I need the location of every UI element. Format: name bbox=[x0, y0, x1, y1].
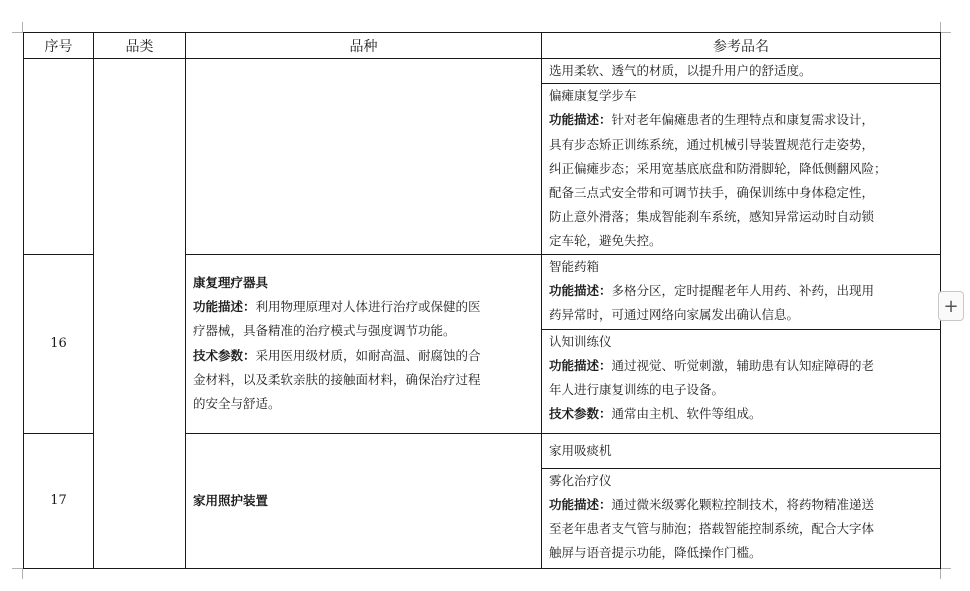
reference-item-name: 智能药箱 bbox=[549, 258, 600, 274]
reference-text: 选用柔软、透气的材质，以提升用户的舒适度。 bbox=[549, 63, 812, 78]
tech-text: 通常由主机、软件等组成。 bbox=[611, 406, 762, 422]
function-text: 针对老年偏瘫患者的生理特点和康复需求设计， bbox=[611, 112, 875, 128]
reference-cell bbox=[542, 84, 941, 254]
page-corner-mark bbox=[12, 568, 23, 579]
header-variety: 品种 bbox=[186, 33, 542, 59]
function-label: 功能描述： bbox=[549, 496, 612, 512]
reference-item-name: 认知训练仪 bbox=[549, 333, 612, 349]
reference-item-name: 雾化治疗仪 bbox=[549, 472, 612, 488]
function-label: 功能描述： bbox=[549, 357, 612, 373]
function-text: 具有步态矫正训练系统，通过机械引导装置规范行走姿势， bbox=[549, 136, 875, 152]
function-label: 功能描述： bbox=[193, 299, 256, 315]
reference-cell bbox=[542, 59, 941, 84]
function-text: 药异常时，可通过网络向家属发出确认信息。 bbox=[549, 307, 800, 323]
plus-icon: + bbox=[943, 295, 959, 317]
tech-text: 采用医用级材质，如耐高温、耐腐蚀的合 bbox=[255, 347, 481, 363]
function-text: 至老年患者支气管与肺泡；搭载智能控制系统，配合大字体 bbox=[549, 521, 875, 537]
function-text: 利用物理原理对人体进行治疗或保健的医 bbox=[255, 299, 481, 315]
reference-cell bbox=[542, 254, 941, 329]
page-corner-mark bbox=[12, 22, 23, 33]
function-text: 通过微米级雾化颗粒控制技术，将药物精准递送 bbox=[611, 496, 875, 512]
reference-cell bbox=[542, 433, 941, 468]
header-category: 品类 bbox=[94, 33, 186, 59]
serial-cell: 17 bbox=[24, 433, 94, 568]
add-row-button[interactable] bbox=[938, 291, 964, 321]
header-serial: 序号 bbox=[24, 33, 94, 59]
tech-text: 的安全与舒适。 bbox=[193, 396, 281, 412]
tech-text: 金材料，以及柔软亲肤的接触面材料，确保治疗过程 bbox=[193, 371, 481, 387]
reference-item-name: 家用吸痰机 bbox=[549, 442, 612, 458]
table-row bbox=[24, 59, 941, 84]
serial-cell bbox=[24, 59, 94, 255]
function-text: 年人进行康复训练的电子设备。 bbox=[549, 382, 725, 398]
serial-cell: 16 bbox=[24, 254, 94, 433]
variety-name: 家用照护装置 bbox=[193, 492, 269, 508]
category-cell bbox=[94, 59, 186, 569]
variety-cell bbox=[186, 433, 542, 568]
function-text: 疗器械，具备精准的治疗模式与强度调节功能。 bbox=[193, 323, 456, 339]
tech-label: 技术参数： bbox=[193, 347, 256, 363]
function-text: 防止意外滑落；集成智能刹车系统，感知异常运动时自动锁 bbox=[549, 209, 875, 225]
table-header-row bbox=[24, 33, 941, 59]
variety-cell bbox=[186, 59, 542, 255]
reference-item-name: 偏瘫康复学步车 bbox=[549, 88, 637, 104]
function-text: 通过视觉、听觉刺激，辅助患有认知症障碍的老 bbox=[611, 357, 875, 373]
reference-cell bbox=[542, 329, 941, 433]
function-text: 多格分区，定时提醒老年人用药、补药，出现用 bbox=[611, 282, 875, 298]
function-text: 纠正偏瘫步态；采用宽基底底盘和防滑脚轮，降低侧翻风险； bbox=[549, 160, 887, 176]
function-label: 功能描述： bbox=[549, 282, 612, 298]
header-reference-name: 参考品名 bbox=[542, 33, 941, 59]
variety-name: 康复理疗器具 bbox=[193, 275, 269, 291]
page-corner-mark bbox=[940, 22, 951, 33]
function-label: 功能描述： bbox=[549, 112, 612, 128]
page-corner-mark bbox=[940, 568, 951, 579]
product-table bbox=[23, 32, 941, 569]
function-text: 配备三点式安全带和可调节扶手，确保训练中身体稳定性， bbox=[549, 185, 875, 201]
variety-cell bbox=[186, 254, 542, 433]
reference-cell bbox=[542, 468, 941, 568]
tech-label: 技术参数： bbox=[549, 406, 612, 422]
function-text: 定车轮，避免失控。 bbox=[549, 233, 662, 249]
function-text: 触屏与语音提示功能，降低操作门槛。 bbox=[549, 545, 762, 561]
